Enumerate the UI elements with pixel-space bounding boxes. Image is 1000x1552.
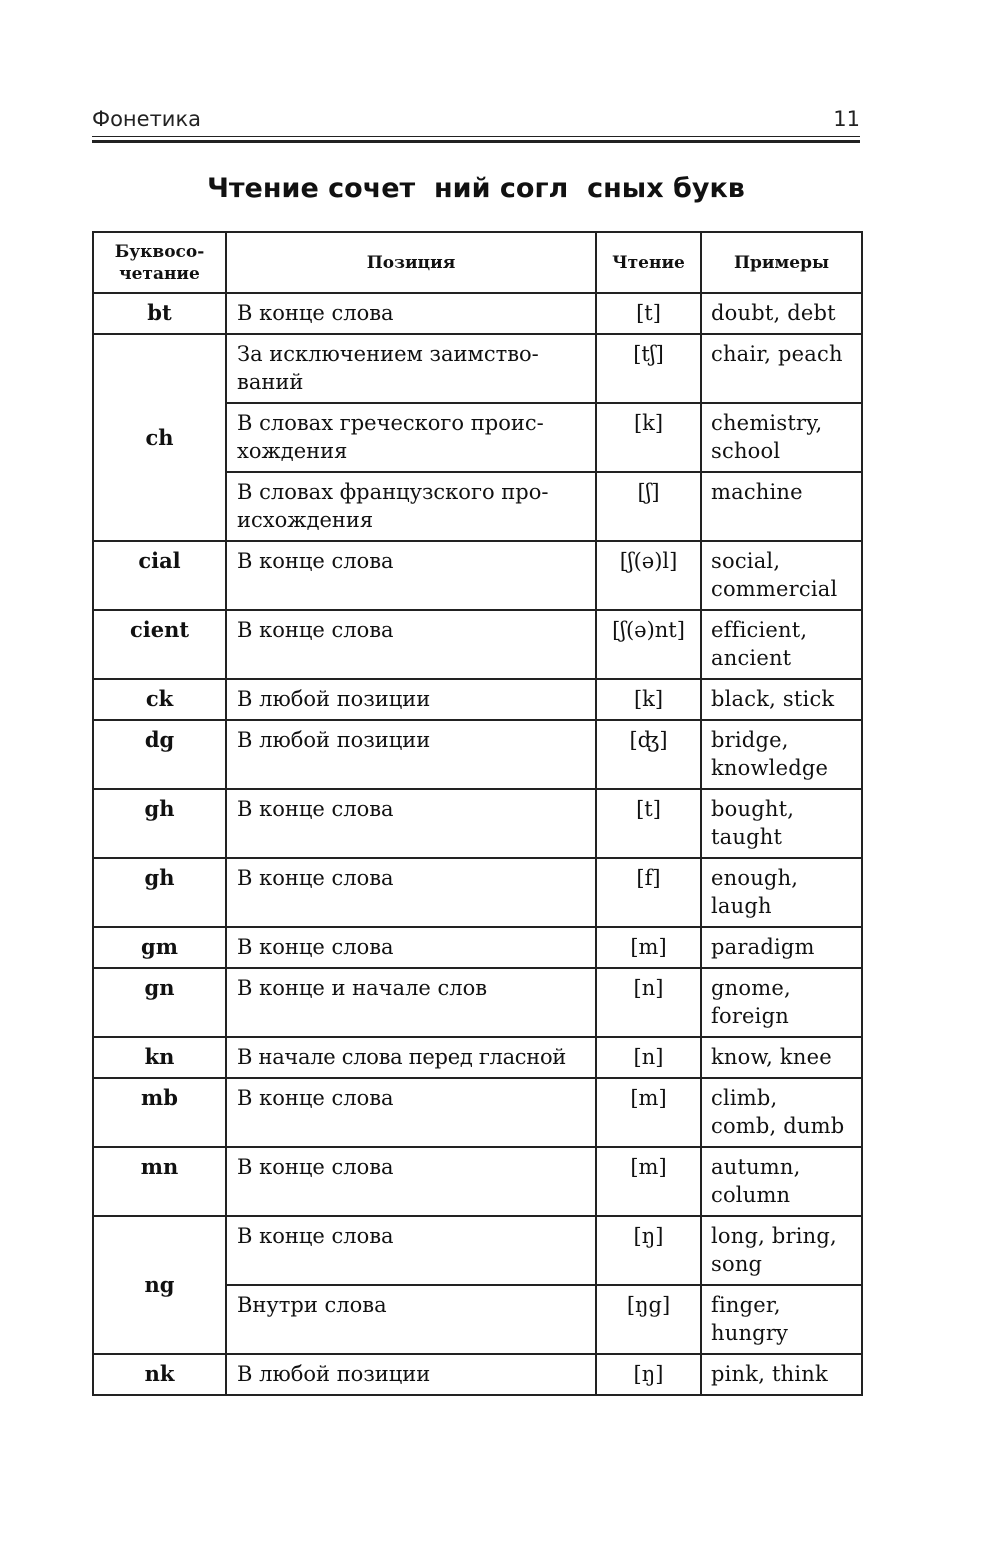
combination-cell: cient: [93, 610, 226, 679]
reading-cell: [ʃ(ə)nt]: [596, 610, 701, 679]
letter-combinations-table: [92, 231, 863, 1396]
table-row: [93, 1037, 862, 1078]
combination-cell: ck: [93, 679, 226, 720]
examples-cell: enough, laugh: [701, 858, 862, 927]
table-row: [93, 679, 862, 720]
examples-cell: doubt, debt: [701, 293, 862, 334]
reading-cell: [ʃ]: [596, 472, 701, 541]
table-row: [93, 334, 862, 403]
table-header-row: [93, 232, 862, 293]
position-cell: В конце слова: [226, 858, 596, 927]
examples-cell: autumn, column: [701, 1147, 862, 1216]
reading-cell: [ŋg]: [596, 1285, 701, 1354]
combination-cell: kn: [93, 1037, 226, 1078]
page-number: 11: [833, 107, 860, 131]
reading-cell: [ʤ]: [596, 720, 701, 789]
examples-cell: pink, think: [701, 1354, 862, 1395]
column-header-examples: Примеры: [701, 232, 862, 293]
reading-cell: [tʃ]: [596, 334, 701, 403]
reading-cell: [ŋ]: [596, 1354, 701, 1395]
position-cell: В конце слова: [226, 541, 596, 610]
table-row: [93, 1078, 862, 1147]
examples-cell: know, knee: [701, 1037, 862, 1078]
table-row: [93, 858, 862, 927]
column-header-position: Позиция: [226, 232, 596, 293]
position-cell: В конце слова: [226, 927, 596, 968]
reading-cell: [m]: [596, 927, 701, 968]
column-header-reading: Чтение: [596, 232, 701, 293]
header-rule-thin: [92, 136, 860, 137]
table-row: [93, 610, 862, 679]
reading-cell: [ŋ]: [596, 1216, 701, 1285]
position-cell: В конце слова: [226, 293, 596, 334]
reading-cell: [n]: [596, 968, 701, 1037]
reading-cell: [t]: [596, 293, 701, 334]
running-header: [92, 106, 860, 132]
reading-cell: [f]: [596, 858, 701, 927]
examples-cell: black, stick: [701, 679, 862, 720]
examples-cell: machine: [701, 472, 862, 541]
section-name: Фонетика: [92, 107, 202, 131]
examples-cell: efficient, ancient: [701, 610, 862, 679]
header-rule-thick: [92, 140, 860, 143]
examples-cell: chair, peach: [701, 334, 862, 403]
combination-cell: nk: [93, 1354, 226, 1395]
table-row: [93, 1354, 862, 1395]
examples-cell: paradigm: [701, 927, 862, 968]
position-cell: В конце слова: [226, 1078, 596, 1147]
position-cell: В любой позиции: [226, 720, 596, 789]
examples-cell: gnome, foreign: [701, 968, 862, 1037]
examples-cell: finger, hungry: [701, 1285, 862, 1354]
reading-cell: [k]: [596, 679, 701, 720]
combination-cell: ng: [93, 1216, 226, 1354]
combination-cell: mn: [93, 1147, 226, 1216]
combination-cell: gh: [93, 789, 226, 858]
position-cell: Внутри слова: [226, 1285, 596, 1354]
examples-cell: bridge, knowledge: [701, 720, 862, 789]
combination-cell: gn: [93, 968, 226, 1037]
reading-cell: [n]: [596, 1037, 701, 1078]
table-row: [93, 1147, 862, 1216]
examples-cell: chemistry, school: [701, 403, 862, 472]
examples-cell: long, bring, song: [701, 1216, 862, 1285]
position-cell: За исключением заимство- ваний: [226, 334, 596, 403]
page-title: Чтение сочет ний согл сных букв: [207, 173, 745, 204]
combination-cell: gh: [93, 858, 226, 927]
combination-cell: mb: [93, 1078, 226, 1147]
table-row: [93, 968, 862, 1037]
table-row: [93, 293, 862, 334]
reading-cell: [m]: [596, 1147, 701, 1216]
position-cell: В конце и начале слов: [226, 968, 596, 1037]
examples-cell: bought, taught: [701, 789, 862, 858]
combination-cell: cial: [93, 541, 226, 610]
combination-cell: gm: [93, 927, 226, 968]
reading-cell: [k]: [596, 403, 701, 472]
table-row: [93, 720, 862, 789]
position-cell: В любой позиции: [226, 1354, 596, 1395]
table-row: [93, 1216, 862, 1285]
table-row: [93, 541, 862, 610]
reading-cell: [t]: [596, 789, 701, 858]
reading-cell: [m]: [596, 1078, 701, 1147]
position-cell: В конце слова: [226, 789, 596, 858]
table-row: [93, 927, 862, 968]
examples-cell: climb, comb, dumb: [701, 1078, 862, 1147]
combination-cell: bt: [93, 293, 226, 334]
position-cell: В словах французского про- исхождения: [226, 472, 596, 541]
position-cell: В конце слова: [226, 1216, 596, 1285]
position-cell: В конце слова: [226, 610, 596, 679]
table-row: [93, 789, 862, 858]
position-cell: В начале слова перед гласной: [226, 1037, 596, 1078]
position-cell: В словах греческого проис- хождения: [226, 403, 596, 472]
reading-cell: [ʃ(ə)l]: [596, 541, 701, 610]
position-cell: В любой позиции: [226, 679, 596, 720]
combination-cell: dg: [93, 720, 226, 789]
combination-cell: ch: [93, 334, 226, 541]
column-header-combination: Буквосо- четание: [93, 232, 226, 293]
position-cell: В конце слова: [226, 1147, 596, 1216]
examples-cell: social, commercial: [701, 541, 862, 610]
